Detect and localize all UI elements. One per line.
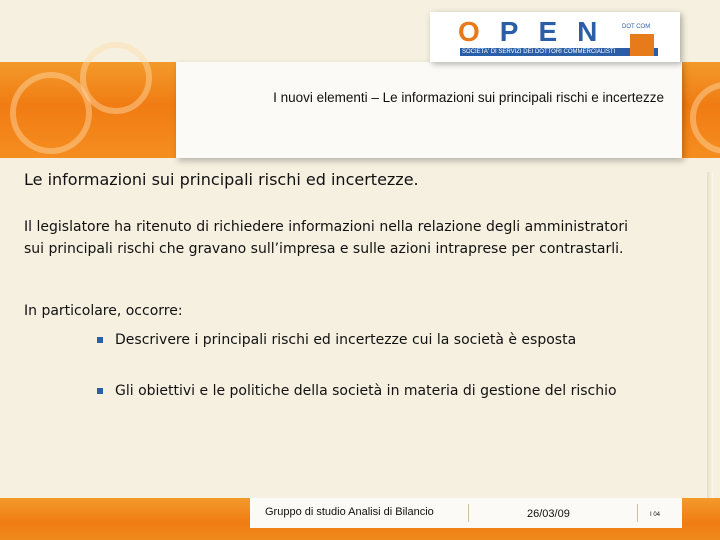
open-logo — [430, 12, 680, 62]
bullet-item — [115, 329, 635, 351]
bullet-square-icon — [97, 388, 103, 394]
footer-divider — [637, 504, 638, 522]
content-heading: Le informazioni sui principali rischi ed incertezze. — [24, 170, 419, 189]
decorative-swirl — [80, 42, 152, 114]
footer-group-name: Gruppo di studio Analisi di Bilancio — [265, 506, 434, 518]
bullet-text: Gli obiettivi e le politiche della società in materia di gestione del rischio — [115, 383, 617, 399]
bullet-square-icon — [97, 337, 103, 343]
logo-wordmark: OPEN — [458, 16, 618, 47]
side-decoration — [707, 172, 713, 500]
logo-mark-icon — [630, 34, 654, 56]
content-paragraph: Il legislatore ha ritenuto di richiedere informazioni nella relazione degli amministratori sui principali rischi che gravano sull’impresa e sulle azioni intraprese per contrastarli. — [24, 219, 628, 257]
footer-date: 26/03/09 — [527, 508, 570, 520]
footer-divider — [468, 504, 469, 522]
bullet-item — [115, 380, 635, 402]
decorative-swirl — [690, 82, 720, 154]
logo-small-text: DOT COM — [622, 24, 651, 30]
logo-subtitle: SOCIETA' DI SERVIZI DEI DOTTORI COMMERCIALISTI — [460, 48, 658, 56]
content-intro: In particolare, occorre: — [24, 303, 183, 319]
footer-page-number: I 04 — [650, 512, 661, 518]
title-panel — [176, 62, 682, 158]
slide-title: I nuovi elementi – Le informazioni sui principali rischi e incertezze — [273, 90, 664, 105]
bullet-text: Descrivere i principali rischi ed incertezze cui la società è esposta — [115, 332, 577, 348]
